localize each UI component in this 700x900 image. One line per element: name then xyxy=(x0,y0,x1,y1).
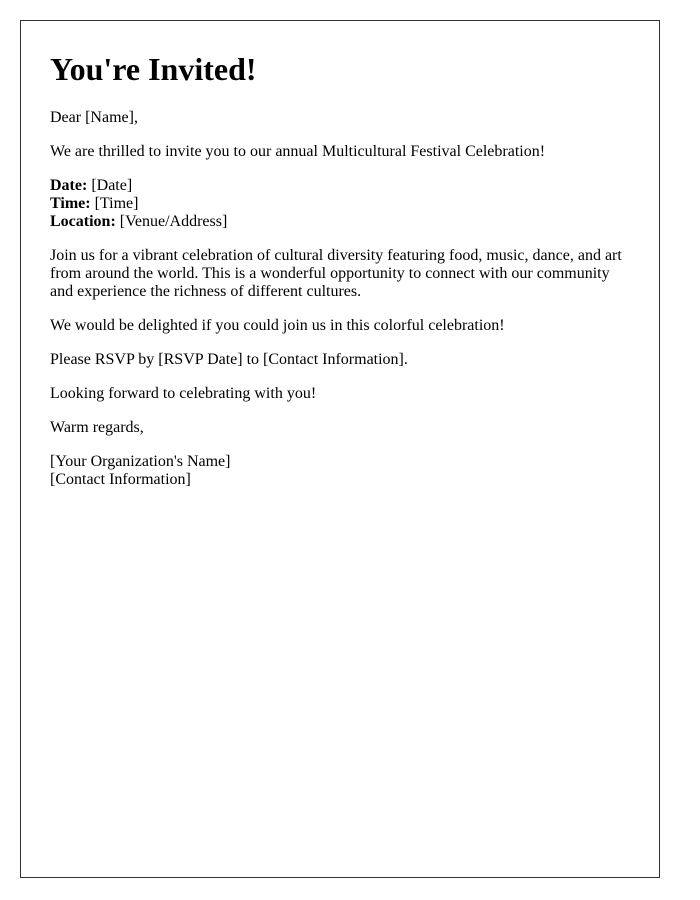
time-row xyxy=(50,195,630,213)
delight-paragraph: We would be delighted if you could join us in this colorful celebration! xyxy=(50,317,505,334)
intro-paragraph: We are thrilled to invite you to our annual Multicultural Festival Celebration! xyxy=(50,143,546,160)
salutation: Dear [Name], xyxy=(50,109,138,126)
signature-block xyxy=(50,453,630,489)
closing-line: Looking forward to celebrating with you! xyxy=(50,385,317,402)
date-value: [Date] xyxy=(91,177,133,194)
time-label: Time: xyxy=(50,195,95,212)
date-label: Date: xyxy=(50,177,92,194)
location-value: [Venue/Address] xyxy=(119,213,228,230)
signoff: Warm regards, xyxy=(50,419,144,436)
location-label: Location: xyxy=(50,213,120,230)
organization-name: [Your Organization's Name] xyxy=(50,453,231,470)
time-value: [Time] xyxy=(94,195,139,212)
letter-heading: You're Invited! xyxy=(50,51,257,87)
body-paragraph: Join us for a vibrant celebration of cultural diversity featuring food, music, dance, and art from around the world. This is a wonderful opportunity to connect with our community and experience the richness of different cultures. xyxy=(50,247,622,300)
contact-information: [Contact Information] xyxy=(50,471,191,488)
location-row xyxy=(50,213,630,231)
invitation-letter xyxy=(20,20,660,878)
rsvp-paragraph: Please RSVP by [RSVP Date] to [Contact Information]. xyxy=(50,351,408,368)
date-row xyxy=(50,177,630,195)
event-details xyxy=(50,177,630,231)
